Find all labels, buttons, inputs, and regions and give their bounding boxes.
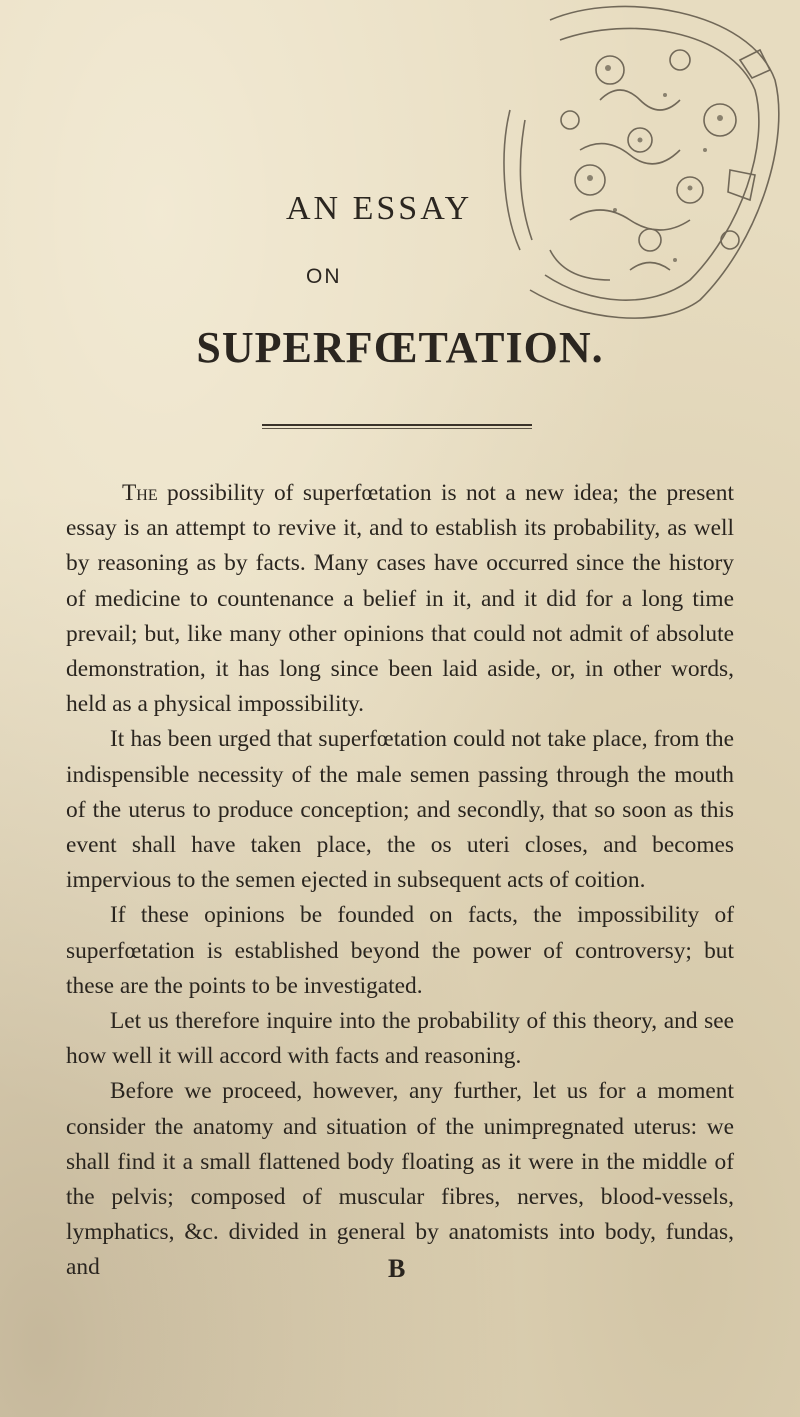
paragraph-1-text: possibility of superfœtation is not a new idea; the present essay is an attempt to revive it, and to establish its probability, as well by reasoning as by facts. Many cases have occurred since the history of medicine to countenance a belief in it, and it did for a long time prevail; but, like many other opinions that could not admit of absolute demonstration, it has long since been laid aside, or, in other words, held as a physical impossibility. <box>66 480 734 718</box>
heading-title: SUPERFŒTATION. <box>196 323 604 372</box>
signature-mark: B <box>388 1254 406 1283</box>
engraved-ornament-illustration <box>490 0 790 330</box>
paragraph-1 <box>66 476 734 722</box>
paragraph-5: Before we proceed, however, any further, let us for a moment consider the anatomy and situation of the unimpregnated uterus: we shall find it a small flattened body floating as it were in the middle of the pelvis; composed of muscular fibres, nerves, blood-vessels, lymphatics, &c. divided in general by anatomists into body, fundas, and <box>66 1078 734 1281</box>
paragraph-2: It has been urged that superfœtation could not take place, from the indispensible necessity of the male semen passing through the mouth of the uterus to produce conception; and secondly, that so soon as this event shall have taken place, the os uteri closes, and becomes impervious to the semen ejected in subsequent acts of coition. <box>66 726 734 894</box>
paragraph-4: Let us therefore inquire into the probability of this theory, and see how well it will accord with facts and reasoning. <box>66 1008 734 1070</box>
heading-on: ON <box>306 265 342 288</box>
title-rule <box>262 424 532 426</box>
title-rule-thin <box>262 428 532 429</box>
paragraph-1-lead: The <box>122 480 158 506</box>
paragraph-3: If these opinions be founded on facts, the impossibility of superfœtation is established beyond the power of controversy; but these are the points to be investigated. <box>66 902 734 999</box>
heading-an-essay: AN ESSAY <box>286 190 473 227</box>
essay-body <box>66 476 734 1286</box>
